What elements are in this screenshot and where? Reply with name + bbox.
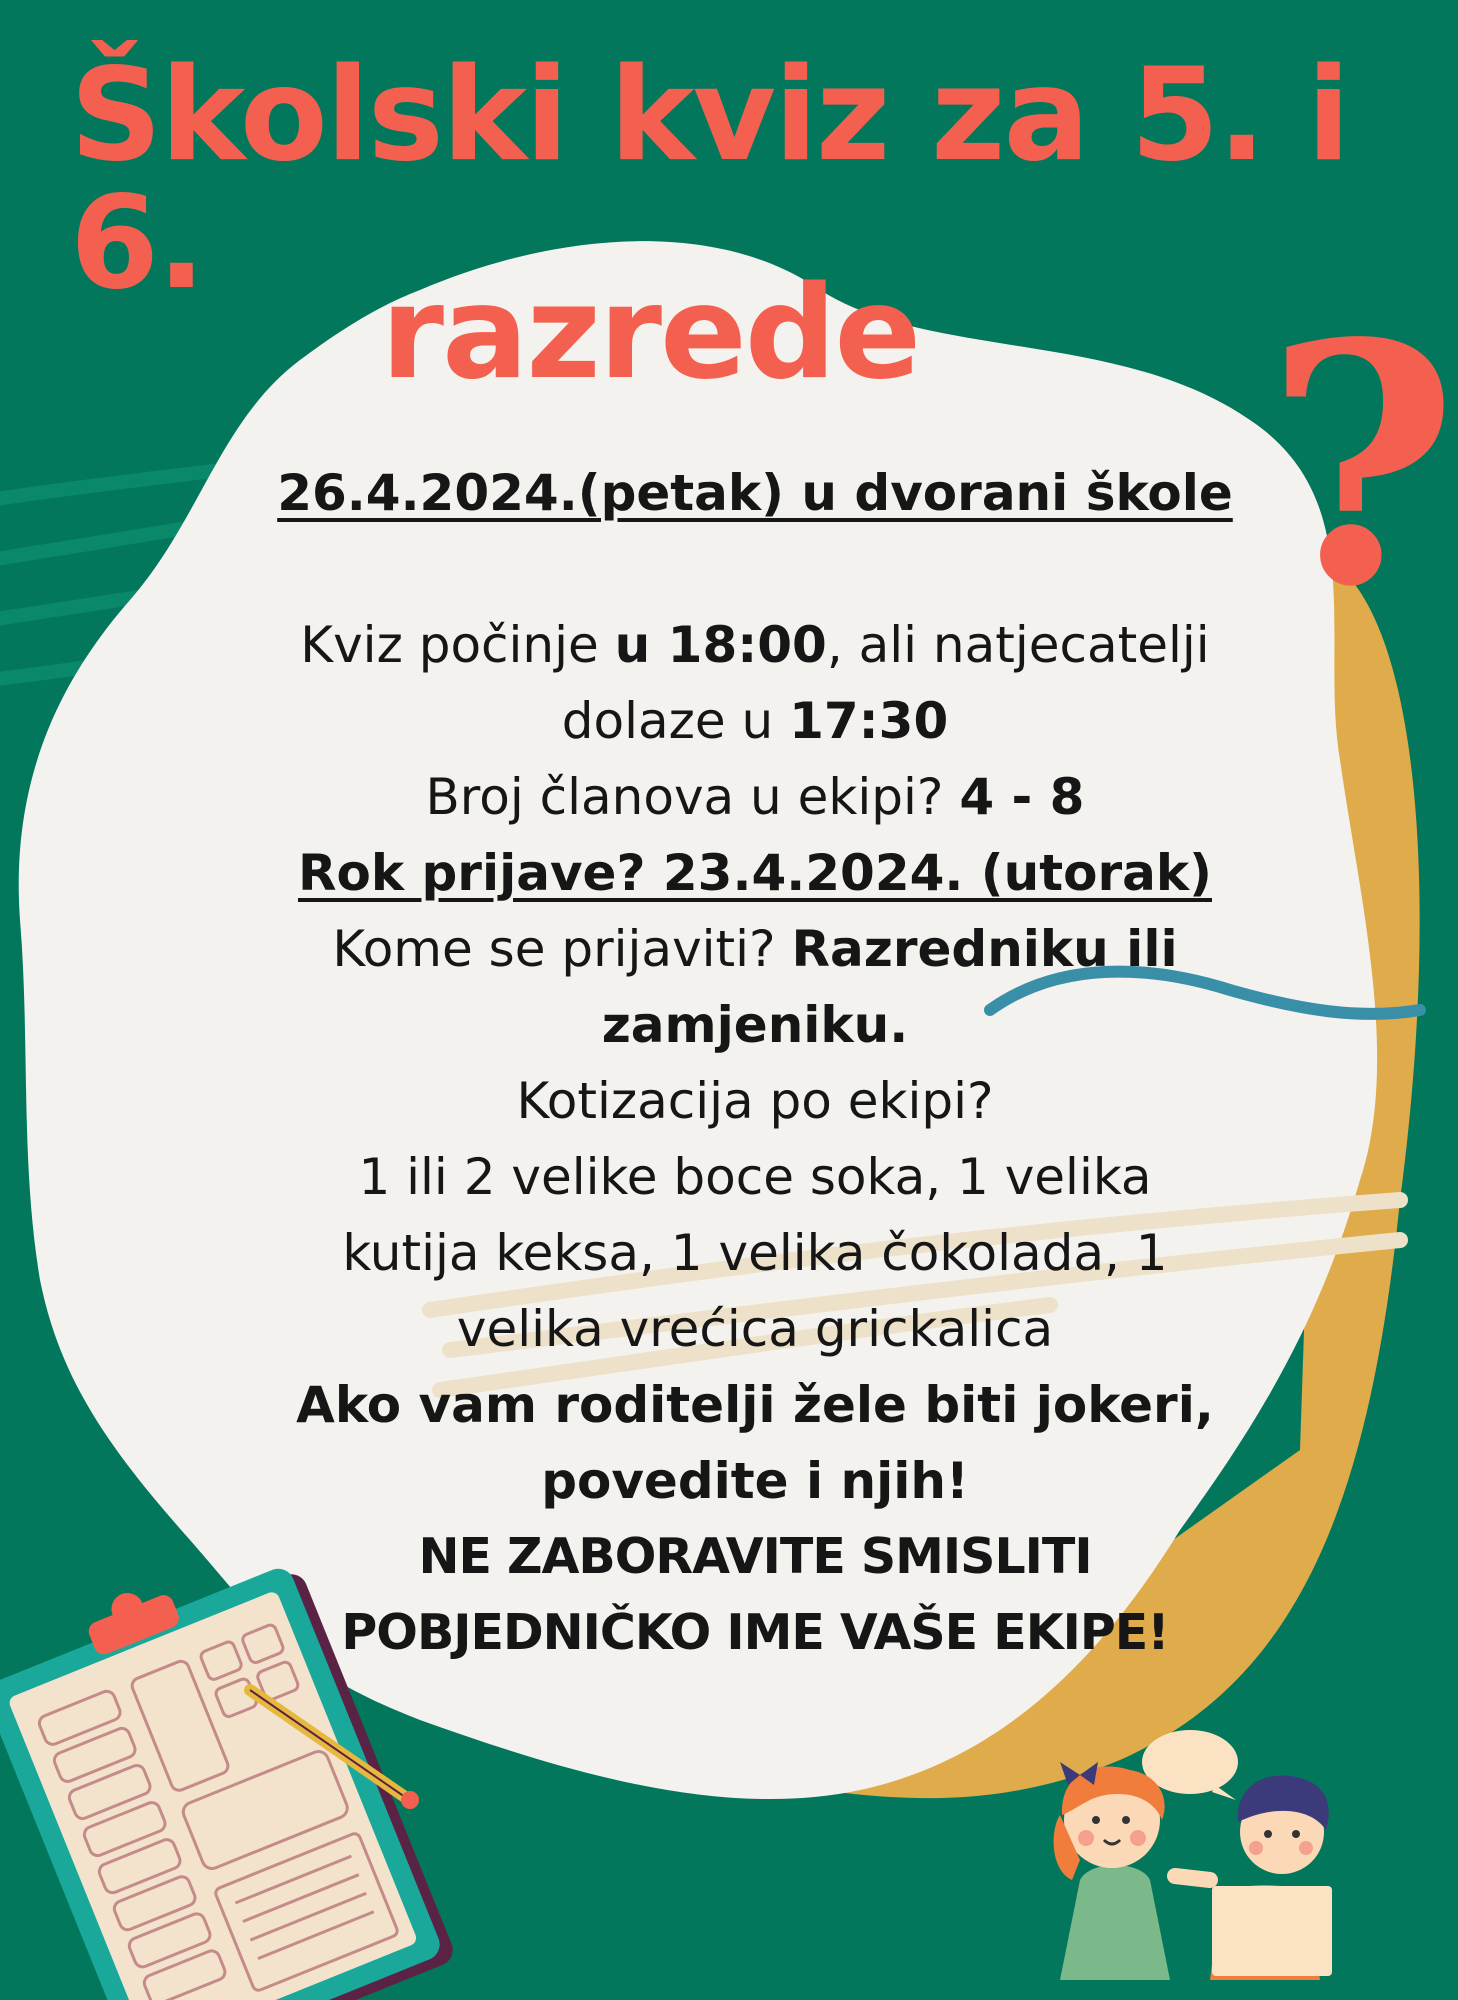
boy-illustration	[1175, 1775, 1332, 1980]
start-time-line	[240, 607, 1270, 683]
members-question: Broj članova u ekipi?	[425, 768, 960, 826]
start-prefix: Kviz počinje	[300, 616, 615, 674]
event-info	[240, 455, 1270, 1671]
parents-note: Ako vam roditelji žele biti jokeri, povedite i njih!	[296, 1376, 1214, 1510]
apply-question: Kome se prijaviti?	[332, 920, 792, 978]
start-suffix: , ali natjecatelji	[826, 616, 1210, 674]
members-value: 4 - 8	[959, 768, 1085, 826]
event-date: 26.4.2024.(petak) u dvorani škole	[277, 464, 1233, 522]
arrive-time: 17:30	[789, 692, 949, 750]
fee-value: 1 ili 2 velike boce soka, 1 velika kutija keksa, 1 velika čokolada, 1 velika vrećica grickalica	[342, 1148, 1168, 1358]
team-name-note: NE ZABORAVITE SMISLITI POBJEDNIČKO IME VAŠE EKIPE!	[341, 1528, 1169, 1661]
title-line-2: razrede	[380, 259, 920, 408]
apply-line	[240, 911, 1270, 1063]
start-time: u 18:00	[614, 616, 827, 674]
arrive-prefix: dolaze u	[561, 692, 790, 750]
girl-illustration	[1054, 1762, 1170, 1980]
members-line	[240, 759, 1270, 835]
question-mark-decoration: ?	[1265, 271, 1458, 659]
apply-value: Razredniku ili zamjeniku.	[601, 920, 1178, 1054]
arrival-line	[240, 683, 1270, 759]
title-line-1: Školski kviz za 5. i 6.	[70, 41, 1349, 318]
deadline-line: Rok prijave? 23.4.2024. (utorak)	[297, 844, 1212, 902]
fee-question: Kotizacija po ekipi?	[516, 1072, 994, 1130]
